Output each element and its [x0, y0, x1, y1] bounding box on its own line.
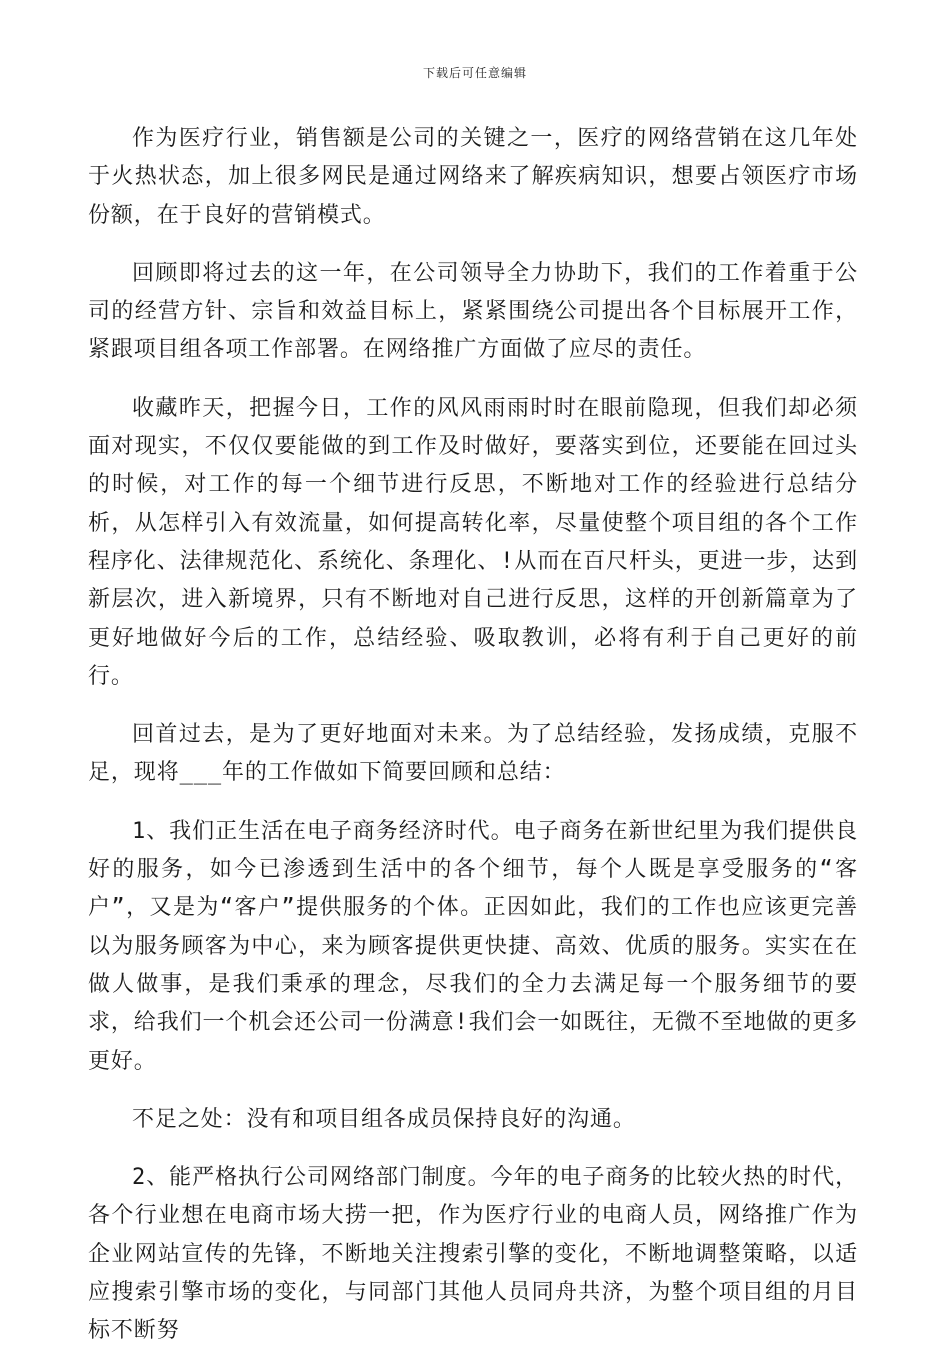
page-header: 下载后可任意编辑 [422, 66, 527, 80]
paragraph-point-2: 2、能严格执行公司网络部门制度。今年的电子商务的比较火热的时代，各个行业想在电商市场大捞一把，作为医疗行业的电商人员，网络推广作为企业网站宣传的先锋，不断地关注搜索引擎的变化，不断地调整策略，以适应搜索引擎市场的变化，与同部门其他人员同舟共济，为整个项目组的月目标不断努 [88, 1165, 858, 1344]
paragraph-point-1: 1、我们正生活在电子商务经济时代。电子商务在新世纪里为我们提供良好的服务，如今已渗透到生活中的各个细节，每个人既是享受服务的“客户”，又是为“客户”提供服务的个体。正因如此，我们的工作也应该更完善以为服务顾客为中心，来为顾客提供更快捷、高效、优质的服务。实实在在做人做事，是我们秉承的理念，尽我们的全力去满足每一个服务细节的要求，给我们一个机会还公司一份满意!我们会一如既往，无微不至地做的更多更好。 [88, 818, 858, 1074]
paragraph-reflection: 收藏昨天，把握今日，工作的风风雨雨时时在眼前隐现，但我们却必须面对现实，不仅仅要能做的到工作及时做好，要落实到位，还要能在回过头的时候，对工作的每一个细节进行反思，不断地对工作的经验进行总结分析，从怎样引入有效流量，如何提高转化率，尽量使整个项目组的各个工作程序化、法律规范化、系统化、条理化、!从而在百尺杆头，更进一步，达到新层次，进入新境界，只有不断地对自己进行反思，这样的开创新篇章为了更好地做好今后的工作，总结经验、吸取教训，必将有利于自己更好的前行。 [88, 395, 858, 689]
paragraph-review: 回顾即将过去的这一年，在公司领导全力协助下，我们的工作着重于公司的经营方针、宗旨和效益目标上，紧紧围绕公司提出各个目标展开工作，紧跟项目组各项工作部署。在网络推广方面做了应尽的责任。 [88, 260, 858, 363]
paragraph-intro: 作为医疗行业，销售额是公司的关键之一，医疗的网络营销在这几年处于火热状态，加上很多网民是通过网络来了解疾病知识，想要占领医疗市场份额，在于良好的营销模式。 [88, 126, 858, 228]
document-body [88, 120, 858, 1371]
paragraph-shortcoming: 不足之处：没有和项目组各成员保持良好的沟通。 [132, 1106, 636, 1132]
paragraph-summary-intro: 回首过去，是为了更好地面对未来。为了总结经验，发扬成绩，克服不足，现将___年的工作做如下简要回顾和总结： [88, 722, 858, 786]
